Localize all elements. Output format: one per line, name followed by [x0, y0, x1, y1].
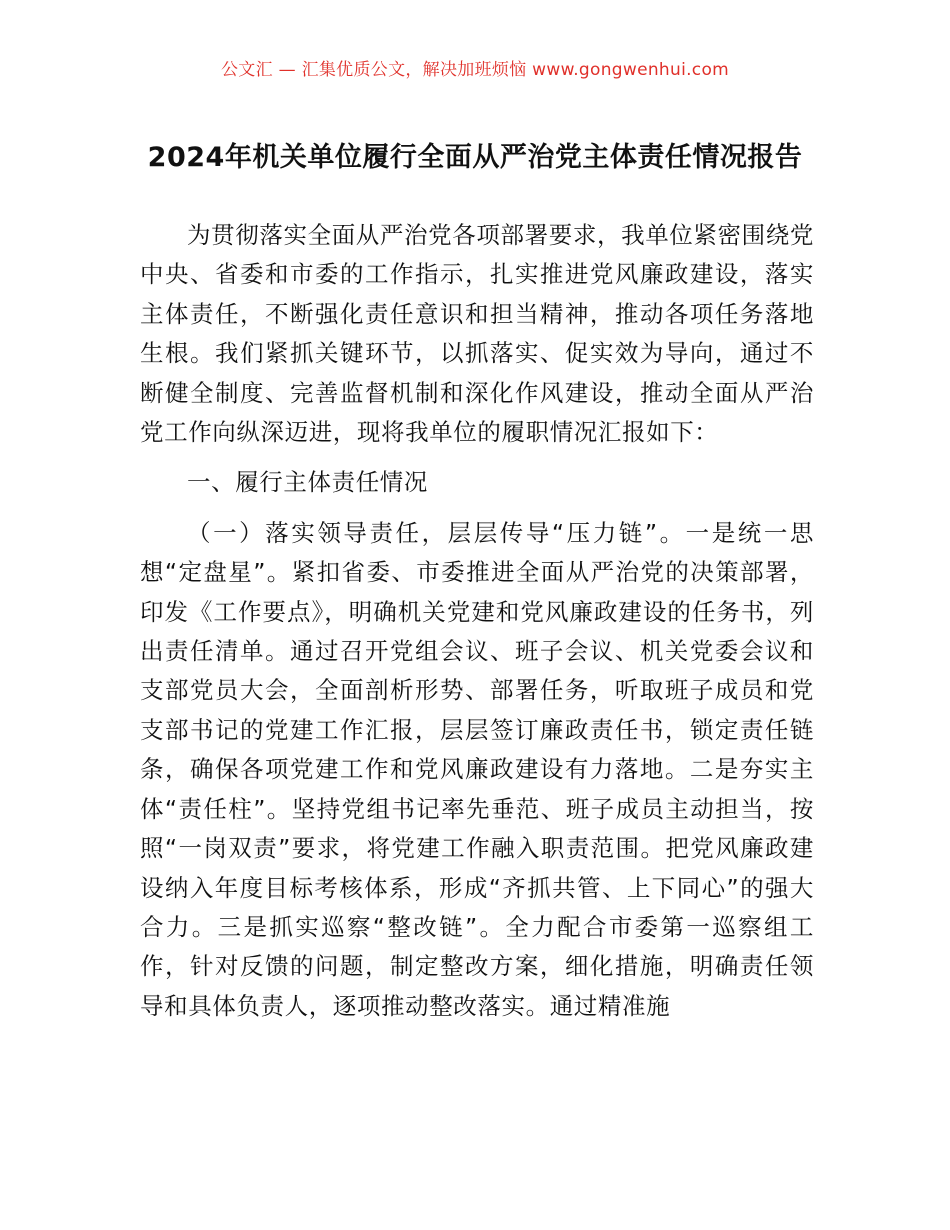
- intro-paragraph: 为贯彻落实全面从严治党各项部署要求，我单位紧密围绕党中央、省委和市委的工作指示，扎实推进党风廉政建设，落实主体责任，不断强化责任意识和担当精神，推动各项任务落地生根。我们紧抓关键环节，以抓落实、促实效为导向，通过不断健全制度、完善监督机制和深化作风建设，推动全面从严治党工作向纵深迈进，现将我单位的履职情况汇报如下：: [140, 221, 814, 447]
- watermark-header: 公文汇 — 汇集优质公文，解决加班烦恼 www.gongwenhui.com: [220, 60, 730, 80]
- section-heading: 一、履行主体责任情况: [187, 468, 428, 497]
- body-paragraph: （一）落实领导责任，层层传导“压力链”。一是统一思想“定盘星”。紧扣省委、市委推进全面从严治党的决策部署，印发《工作要点》，明确机关党建和党风廉政建设的任务书，列出责任清单。通过召开党组会议、班子会议、机关党委会议和支部党员大会，全面剖析形势、部署任务，听取班子成员和党支部书记的党建工作汇报，层层签订廉政责任书，锁定责任链条，确保各项党建工作和党风廉政建设有力落地。二是夯实主体“责任柱”。坚持党组书记率先垂范、班子成员主动担当，按照“一岗双责”要求，将党建工作融入职责范围。把党风廉政建设纳入年度目标考核体系，形成“齐抓共管、上下同心”的强大合力。三是抓实巡察“整改链”。全力配合市委第一巡察组工作，针对反馈的问题，制定整改方案，细化措施，明确责任领导和具体负责人，逐项推动整改落实。通过精准施: [140, 518, 814, 1020]
- document-title: 2024年机关单位履行全面从严治党主体责任情况报告: [147, 142, 803, 174]
- document-body: [140, 216, 814, 1026]
